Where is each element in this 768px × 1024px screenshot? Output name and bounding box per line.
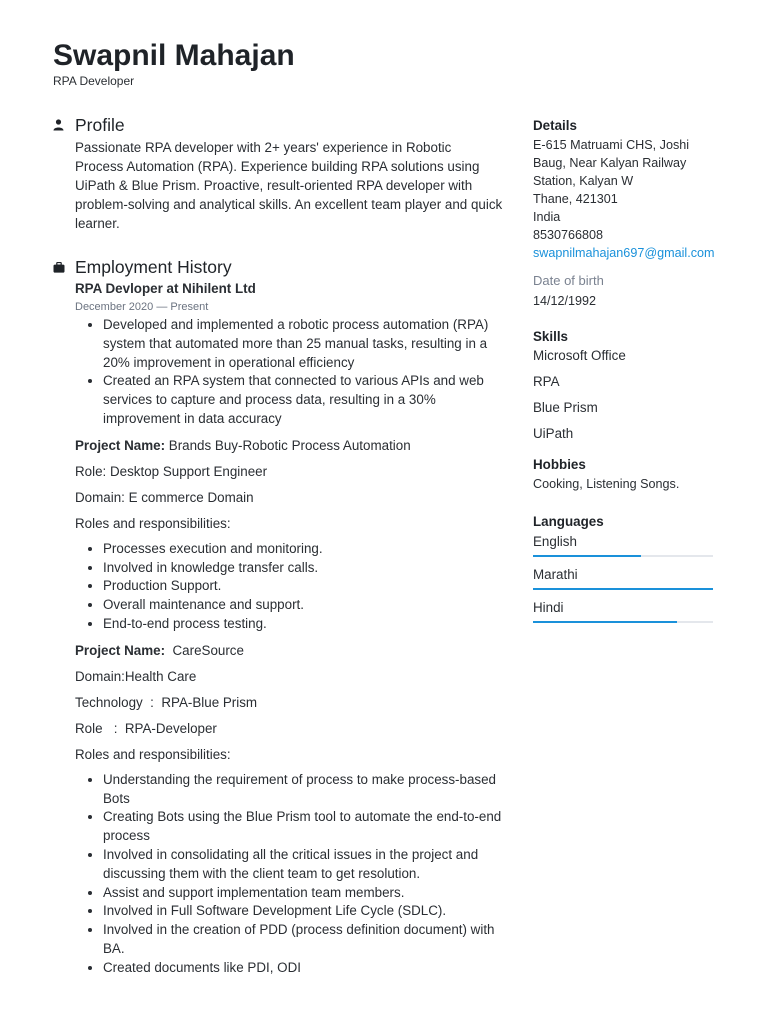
address-line: Station, Kalyan W — [533, 174, 634, 188]
language-name: English — [533, 534, 577, 549]
language-level-fill — [533, 588, 713, 590]
employment-heading-row — [53, 256, 503, 278]
language-name: Hindi — [533, 600, 564, 615]
address-line: Thane, 421301 — [533, 192, 618, 206]
job-entry — [75, 279, 503, 978]
resume-header — [53, 38, 295, 88]
skill-item: UiPath — [533, 426, 574, 441]
briefcase-icon — [53, 262, 75, 273]
list-item: • Involved in Full Software Development Life Cycle (SDLC). — [103, 902, 503, 921]
list-item: • Understanding the requirement of process to make process-based Bots — [103, 771, 503, 809]
hobbies-text: Cooking, Listening Songs. — [533, 477, 680, 491]
job-heading: RPA Devloper at Nihilent Ltd — [75, 281, 256, 296]
project2-name — [75, 641, 503, 660]
list-item: • Creating Bots using the Blue Prism tool to automate the end-to-end process — [103, 808, 503, 846]
skills-section — [533, 327, 718, 443]
job-achievements — [75, 316, 503, 429]
project2-name-value: CareSource — [165, 642, 244, 658]
list-item: • Involved in the creation of PDD (process definition document) with BA. — [103, 921, 503, 959]
skill-item: Microsoft Office — [533, 348, 626, 363]
address-line: India — [533, 210, 561, 224]
hobbies-heading: Hobbies — [533, 457, 586, 472]
project2-roles-heading: Roles and responsibilities: — [75, 746, 231, 762]
list-item: • Developed and implemented a robotic process automation (RPA) system that automated more than 25 manual tasks, resulting in a 20% improvement in operational efficiency — [103, 316, 503, 372]
employment-section — [53, 256, 503, 978]
project2-name-label: Project Name: — [75, 642, 166, 658]
project2-role: Role : RPA-Developer — [75, 720, 217, 736]
project2-technology: Technology : RPA-Blue Prism — [75, 694, 258, 710]
languages-heading: Languages — [533, 514, 604, 529]
language-level-bar — [533, 621, 713, 623]
project1-name — [75, 436, 503, 455]
skill-item: RPA — [533, 374, 560, 389]
details-heading: Details — [533, 118, 577, 133]
profile-section — [53, 114, 503, 233]
project1-name-label: Project Name: — [75, 437, 166, 453]
main-column — [53, 114, 503, 978]
person-icon — [53, 119, 75, 131]
candidate-title: RPA Developer — [53, 74, 135, 88]
dob-value: 14/12/1992 — [533, 294, 597, 308]
list-item: • End-to-end process testing. — [103, 615, 503, 634]
languages-section — [533, 512, 718, 623]
project2-responsibilities — [75, 771, 503, 978]
profile-summary: Passionate RPA developer with 2+ years' experience in Robotic Process Automation (RPA). Experience building RPA solutions using UiPath & Blue Prism. Proactive, result-oriented RPA developer with problem-solving and analytical skills. An excellent team player and quick learner. — [75, 140, 503, 231]
project1-role: Role: Desktop Support Engineer — [75, 463, 268, 479]
profile-heading: Profile — [75, 114, 125, 135]
language-level-bar — [533, 588, 713, 590]
project1-roles-heading: Roles and responsibilities: — [75, 515, 231, 531]
list-item: • Production Support. — [103, 577, 503, 596]
list-item: • Overall maintenance and support. — [103, 596, 503, 615]
language-name: Marathi — [533, 567, 578, 582]
side-column — [533, 116, 718, 631]
dob-label: Date of birth — [533, 273, 604, 288]
list-item: • Created an RPA system that connected to various APIs and web services to capture and process data, resulting in a 30% improvement in data accuracy — [103, 372, 503, 428]
project2-domain: Domain:Health Care — [75, 668, 197, 684]
address-line: Baug, Near Kalyan Railway — [533, 156, 687, 170]
hobbies-section — [533, 455, 718, 493]
list-item: • Involved in knowledge transfer calls. — [103, 559, 503, 578]
employment-heading: Employment History — [75, 256, 232, 277]
skill-item: Blue Prism — [533, 400, 598, 415]
profile-heading-row — [53, 114, 503, 136]
project1-responsibilities — [75, 540, 503, 634]
language-level-fill — [533, 555, 641, 557]
project1-domain: Domain: E commerce Domain — [75, 489, 254, 505]
language-level-fill — [533, 621, 677, 623]
list-item: • Created documents like PDI, ODI — [103, 959, 503, 978]
phone-number: 8530766808 — [533, 228, 604, 242]
details-section — [533, 116, 718, 310]
email-link[interactable]: swapnilmahajan697@gmail.com — [533, 246, 715, 260]
address-line: E-615 Matruami CHS, Joshi — [533, 138, 690, 152]
list-item: • Assist and support implementation team members. — [103, 884, 503, 903]
job-dates: December 2020 — Present — [75, 301, 209, 313]
candidate-name: Swapnil Mahajan — [53, 39, 295, 72]
language-level-bar — [533, 555, 713, 557]
list-item: • Processes execution and monitoring. — [103, 540, 503, 559]
skills-heading: Skills — [533, 329, 568, 344]
list-item: • Involved in consolidating all the critical issues in the project and discussing them with the client team to get resolution. — [103, 846, 503, 884]
project1-name-value: Brands Buy-Robotic Process Automation — [165, 437, 411, 453]
